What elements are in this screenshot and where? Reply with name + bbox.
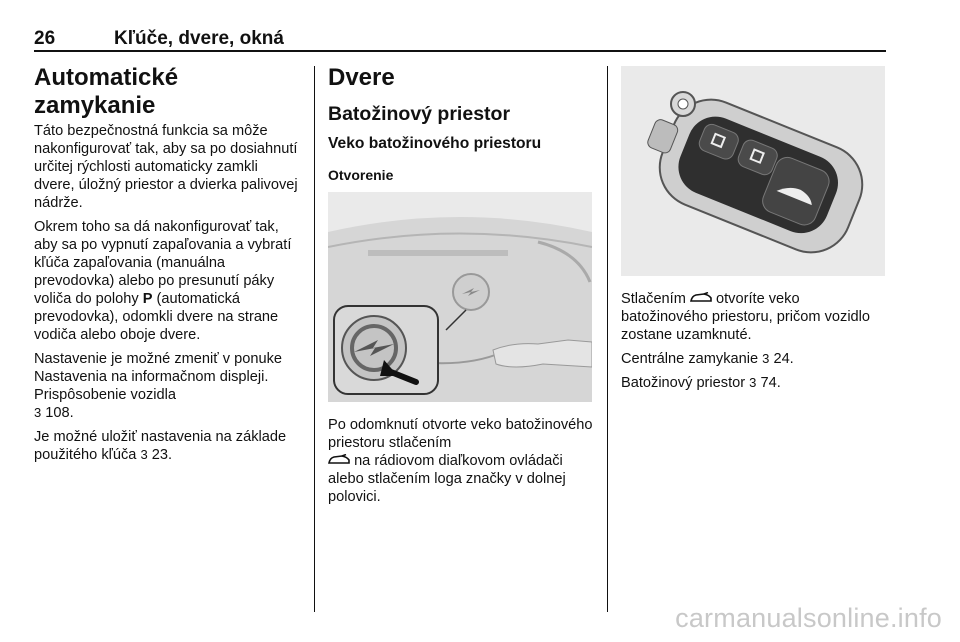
- column-middle: [328, 64, 594, 512]
- paragraph: Okrem toho sa dá nakonfigurovať tak, aby sa po vypnutí zapaľovania a vybratí kľúča zapaľovania (manuálna prevodovka) alebo po presunutí páky voliča do polohy P (automatická prevodovka), odomkli dvere na strane vodiča alebo oboje dvere.: [34, 219, 292, 343]
- page-reference[interactable]: 108.: [45, 405, 74, 421]
- paragraph: Po odomknutí otvorte veko batožinového priestoru stlačením na rádiovom diaľkovom ovládači alebo stlačením loga značky v dolnej polovici.: [328, 417, 593, 505]
- page-reference[interactable]: 23.: [151, 447, 173, 463]
- column-left: [34, 64, 302, 470]
- xref-icon: 3: [749, 375, 757, 390]
- tailgate-illustration: [328, 192, 592, 402]
- paragraph: Je možné uložiť nastavenia na základe použitého kľúča 3 23.: [34, 429, 287, 463]
- paragraph: Centrálne zamykanie 3 24.: [621, 351, 794, 367]
- column-divider-2: [607, 66, 608, 612]
- section-heading-auto-locking: Automatické zamykanie: [34, 64, 179, 119]
- car-tailgate-icon: [328, 454, 350, 466]
- car-tailgate-icon: [690, 292, 712, 304]
- page-reference[interactable]: 74.: [760, 375, 781, 391]
- column-right: [621, 66, 885, 398]
- xref-icon: 3: [140, 447, 148, 462]
- gear-position-p: P: [142, 291, 153, 307]
- header-rule: [34, 50, 886, 52]
- xref-icon: 3: [34, 405, 42, 420]
- page-header: [34, 28, 886, 52]
- paragraph: Batožinový priestor 3 74.: [621, 375, 781, 391]
- remote-key-illustration: [621, 66, 885, 276]
- paragraph: Nastavenie je možné zmeniť v ponuke Nastavenia na informačnom displeji. Prispôsobenie vozidla 3 108.: [34, 351, 283, 421]
- heading-opening: Otvorenie: [328, 167, 394, 183]
- xref-icon: 3: [762, 351, 770, 366]
- paragraph: Táto bezpečnostná funkcia sa môže nakonfigurovať tak, aby sa po dosiahnutí určitej rýchlosti automaticky zamkli dvere, úložný priestor a dvierka palivovej nádrže.: [34, 123, 298, 211]
- page-reference[interactable]: 24.: [773, 351, 794, 367]
- subheading-luggage: Batožinový priestor: [328, 103, 511, 125]
- page-number: 26: [34, 28, 56, 49]
- section-heading-doors: Dvere: [328, 64, 395, 91]
- subsubheading-tailgate: Veko batožinového priestoru: [328, 135, 542, 152]
- column-divider-1: [314, 66, 315, 612]
- paragraph: Stlačením otvoríte veko batožinového priestoru, pričom vozidlo zostane uzamknuté.: [621, 291, 871, 343]
- chapter-title: Kľúče, dvere, okná: [114, 28, 284, 49]
- watermark: carmanualsonline.info: [675, 603, 942, 633]
